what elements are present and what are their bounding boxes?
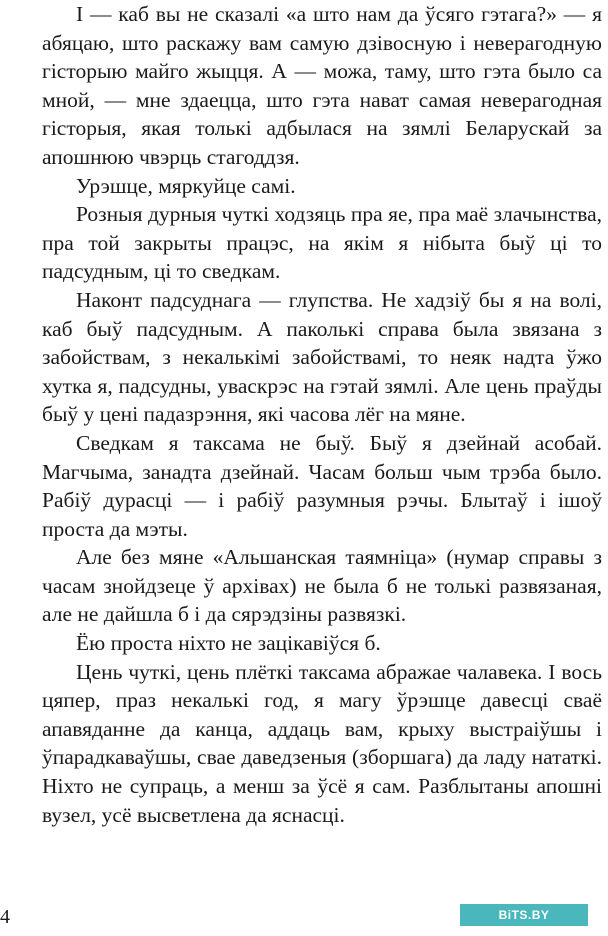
paragraph: Ёю проста ніхто не зацікавіўся б.: [76, 631, 381, 656]
paragraph: Сведкам я таксама не быў. Быў я дзейнай асобай. Магчыма, занадта дзейнай. Часам больш чым трэба было. Рабіў дурасці — і рабіў разумныя рэчы. Блытаў і ішоў проста да мэты.: [42, 430, 602, 541]
paragraph: Урэшце, мяркуйце самі.: [76, 173, 296, 198]
paragraph: Цень чуткі, цень плёткі таксама абражае чалавека. І вось цяпер, праз некалькі год, я магу ўрэшце давесці сваё апавяданне да канца, аддаць вам, крыху выстраіўшы і ўпарадкаваўшы, свае даведзеныя (зборшага) да ладу нататкі. Ніхто не супраць, а менш за ўсё я сам. Разблытаны апошні вузел, усё высветлена да яснасці.: [42, 659, 602, 827]
paragraph: Наконт падсуднага — глупства. Не хадзіў бы я на волі, каб быў падсудным. А паколькі справа была звязана з забойствам, з некалькімі забойствамі, то неяк надта ўжо хутка я, падсудны, уваскрэс на гэтай зямлі. Але цень праўды быў у цені падазрэння, які часова лёг на мяне.: [42, 287, 602, 427]
watermark-badge: [460, 904, 588, 926]
page-text-body: [42, 0, 602, 829]
watermark-text: BiTS.BY: [498, 908, 550, 922]
page-number: 4: [0, 906, 10, 928]
paragraph: Але без мяне «Альшанская таямніца» (нумар справы з часам знойдзеце ў архівах) не была б не толькі развязаная, але не дайшла б і да сярэдзіны развязкі.: [42, 545, 602, 627]
paragraph: Розныя дурныя чуткі ходзяць пра яе, пра маё злачынства, пра той закрыты працэс, на якім я нібыта быў ці то падсудным, ці то сведкам.: [42, 202, 602, 284]
paragraph: І — каб вы не сказалі «а што нам да ўсяго гэтага?» — я абяцаю, што раскажу вам самую дзівосную і неверагодную гісторыю майго жыцця. А — можа, таму, што гэта было са мной, — мне здаецца, што гэта нават самая неверагодная гісторыя, якая толькі адбылася на зямлі Беларускай за апошнюю чвэрць стагоддзя.: [42, 2, 602, 169]
